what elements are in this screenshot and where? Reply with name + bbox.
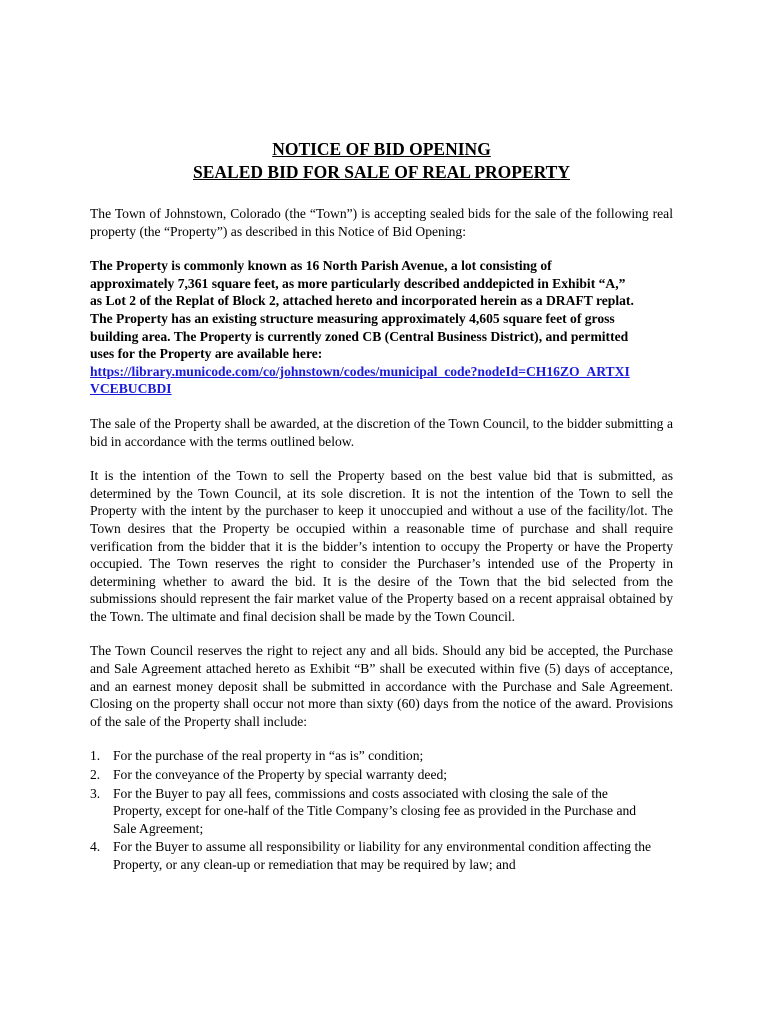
- provision-number: 4.: [90, 839, 101, 855]
- provision-item: [90, 766, 658, 784]
- provision-text: For the purchase of the real property in “as is” condition;: [113, 748, 424, 764]
- provision-item: [90, 838, 658, 873]
- award-paragraph: The sale of the Property shall be awarded, at the discretion of the Town Council, to the bidder submitting a bid in accordance with the terms outlined below.: [90, 415, 673, 449]
- provision-number: 1.: [90, 748, 101, 764]
- provision-number: 3.: [90, 785, 101, 801]
- title-line-1: NOTICE OF BID OPENING: [272, 139, 491, 159]
- provision-item: [90, 747, 658, 765]
- provision-item: [90, 785, 658, 838]
- council-paragraph: The Town Council reserves the right to reject any and all bids. Should any bid be accepted, the Purchase and Sale Agreement attached hereto as Exhibit “B” shall be executed within five (5) days of acceptance, and an earnest money deposit shall be submitted in accordance with the Purchase and Sale Agreement. Closing on the property shall occur not more than sixty (60) days from the notice of the award. Provisions of the sale of the Property shall include:: [90, 643, 673, 729]
- intro-paragraph: The Town of Johnstown, Colorado (the “Town”) is accepting sealed bids for the sale of the following real property (the “Property”) as described in this Notice of Bid Opening:: [90, 206, 673, 239]
- property-description-text: The Property is commonly known as 16 North Parish Avenue, a lot consisting of approximately 7,361 square feet, as more particularly described anddepicted in Exhibit “A,” as Lot 2 of the Replat of Block 2, attached hereto and incorporated herein as a DRAFT replat. The Property has an existing structure measuring approximately 4,605 square feet of gross building area. The Property is currently zoned CB (Central Business District), and permitted uses for the Property are available here:: [90, 258, 634, 362]
- provision-text: For the conveyance of the Property by special warranty deed;: [113, 767, 448, 783]
- intention-paragraph: It is the intention of the Town to sell the Property based on the best value bid that is submitted, as determined by the Town Council, at its sole discretion. It is not the intention of the Town to sell the Property with the intent by the purchaser to keep it unoccupied and without a use of the facility/lot. The Town desires that the Property be occupied within a reasonable time of purchase and shall require verification from the bidder that it is the bidder’s intention to occupy the Property or have the Property occupied. The Town reserves the right to consider the Purchaser’s intended use of the Property in determining whether to award the bid. It is the desire of the Town that the bid selected from the submissions should represent the fair market value of the Property based on a recent appraisal obtained by the Town. The ultimate and final decision shall be made by the Town Council.: [90, 468, 673, 624]
- provision-number: 2.: [90, 767, 101, 783]
- provision-text: For the Buyer to assume all responsibility or liability for any environmental condition affecting the Property, or any clean-up or remediation that may be required by law; and: [113, 839, 652, 872]
- property-description-paragraph: [90, 257, 635, 398]
- provisions-list: [90, 747, 673, 873]
- title-line-2: SEALED BID FOR SALE OF REAL PROPERTY: [193, 162, 570, 182]
- provision-text: For the Buyer to pay all fees, commissions and costs associated with closing the sale of the Property, except for one-half of the Title Company’s closing fee as provided in the Purchase and Sale Agreement;: [113, 785, 637, 836]
- document-page: [90, 138, 673, 875]
- municode-link[interactable]: https://library.municode.com/co/johnstown/codes/municipal_code?nodeId=CH16ZO_ARTXIVCEBUCBDI: [90, 363, 630, 397]
